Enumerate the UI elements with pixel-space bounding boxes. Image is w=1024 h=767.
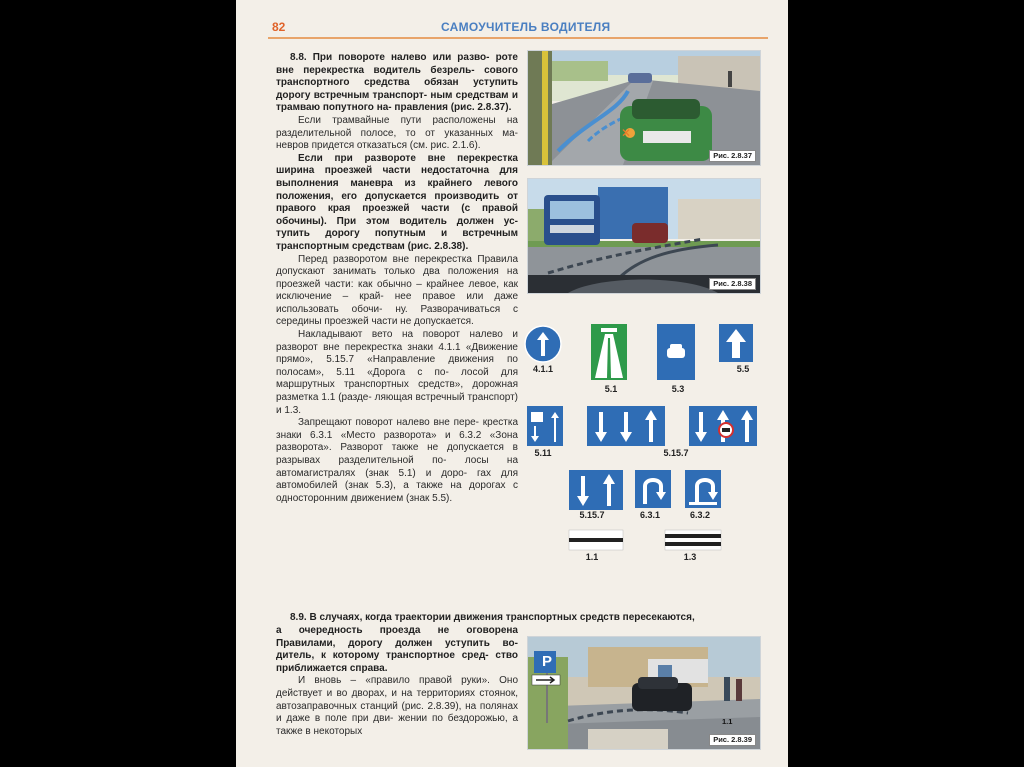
caption-sign-4-1-1: 4.1.1 bbox=[532, 364, 554, 374]
page-number: 82 bbox=[272, 20, 286, 34]
rule-8-9-full-line: 8.9. В случаях, когда траектории движения транспортных средств пересекаются, bbox=[290, 612, 695, 623]
rule-roadway-width: Если при развороте вне перекрестка ширина проезжей части недостаточна для выполнения маневра из крайнего левого положения, его допускается производить от правого края проезжей части (с правой обочины). При этом водитель должен ус- тупить дорогу попутным и встречным транспортным средствам (рис. 2.8.38). bbox=[276, 152, 518, 252]
truck-road-illustration bbox=[528, 179, 760, 293]
para-before-uturn: Перед разворотом вне перекрестка Правила допускают занимать только два положения на проезжей части: как обычно – крайнее левое, как исключение – край- нее правое или даже использовать обочи- ну. Разворачиваться с середины проезжей части не допускается. bbox=[276, 253, 519, 328]
rule-8-9: а очередность проезда не оговорена Правилами, дорогу должен уступить во- дитель, к которому транспортное сред- ство приближается справа. bbox=[276, 625, 519, 674]
figure-label: Рис. 2.8.37 bbox=[709, 150, 756, 162]
gas-station-illustration bbox=[528, 637, 760, 749]
rule-8-8: 8.8. При повороте налево или разво- роте вне перекрестка водитель безрель- сового транспортного средства обязан уступить дорогу встречным транспорт- ным средствам и трамваю попутного на- правления (рис. 2.8.37). bbox=[276, 52, 519, 114]
sign-5-11-bus-lane-icon bbox=[527, 406, 563, 446]
figure-2-8-39 bbox=[527, 636, 761, 750]
figure-label: Рис. 2.8.38 bbox=[709, 278, 756, 290]
sign-6-3-2-uturn-zone-icon bbox=[685, 470, 721, 508]
figure-label: Рис. 2.8.39 bbox=[709, 734, 756, 746]
figure-2-8-38 bbox=[527, 178, 761, 294]
figure-2-8-37 bbox=[527, 50, 761, 166]
marking-1-1-icon bbox=[569, 530, 623, 550]
sign-5-15-7-two-lane-icon bbox=[569, 470, 623, 510]
caption-marking-1-1: 1.1 bbox=[585, 552, 599, 562]
para-tram: Если трамвайные пути расположены на разделительной полосе, то от указанных ма- невров придется отказаться (см. рис. 2.1.6). bbox=[276, 114, 518, 152]
sign-5-15-7-lanes-icon bbox=[587, 406, 665, 446]
running-title: САМОУЧИТЕЛЬ ВОДИТЕЛЯ bbox=[441, 20, 611, 34]
marking-label-in-photo: 1.1 bbox=[722, 717, 733, 726]
svg-text:✕: ✕ bbox=[621, 126, 632, 140]
sign-6-3-1-uturn-place-icon bbox=[635, 470, 671, 508]
caption-sign-6-3-2: 6.3.2 bbox=[689, 510, 711, 520]
sign-5-15-7-lanes-restricted-icon bbox=[689, 406, 757, 446]
para-forbid: Запрещают поворот налево вне пере- крестка знаки 6.3.1 «Место разворота» и 6.3.2 «Зона разворота». Разворот также не допускается в разрывах разделительной по- лосы на автомагистралях (знак 5.1) и доро- гах для автомобилей (знак 5.3), а также на дорогах с односторонним движением (знак 5.5). bbox=[276, 417, 519, 504]
marking-1-3-icon bbox=[665, 530, 721, 550]
para-right-hand-rule: И вновь – «правило правой руки». Оно действует и во дворах, и на территориях стоянок, автозаправочных станций (рис. 2.8.39), на полянах и даже в поле при дви- жении по бездорожью, а также в некоторых bbox=[276, 675, 519, 737]
header-rule bbox=[268, 37, 768, 39]
sign-5-5-one-way-icon bbox=[719, 324, 753, 362]
parking-sign-letter: P bbox=[541, 653, 552, 670]
caption-marking-1-3: 1.3 bbox=[683, 552, 697, 562]
para-veto: Накладывают вето на поворот налево и разворот вне перекрестка знаки 4.1.1 «Движение прямо», 5.15.7 «Направление движения по полосам», 5.11 «Дорога с по- лосой для маршрутных транспортных средств», дорожная разметка 1.1 (разде- ляющая встречный транспорт) и 1.3. bbox=[276, 329, 519, 416]
caption-sign-5-1: 5.1 bbox=[604, 384, 618, 394]
caption-sign-6-3-1: 6.3.1 bbox=[639, 510, 661, 520]
section-8-9-text bbox=[276, 625, 518, 738]
caption-sign-5-15-7: 5.15.7 bbox=[663, 448, 689, 458]
section-8-8-text bbox=[276, 52, 518, 505]
caption-sign-5-15-7-small: 5.15.7 bbox=[579, 510, 605, 520]
caption-sign-5-3: 5.3 bbox=[671, 384, 685, 394]
caption-sign-5-5: 5.5 bbox=[736, 364, 750, 374]
caption-sign-5-11: 5.11 bbox=[534, 448, 552, 458]
sign-5-3-car-road-icon bbox=[657, 324, 695, 380]
sign-5-1-motorway-icon bbox=[591, 324, 627, 380]
book-page bbox=[236, 0, 788, 767]
street-scene-illustration bbox=[528, 51, 760, 165]
sign-4-1-1-icon bbox=[525, 326, 561, 362]
